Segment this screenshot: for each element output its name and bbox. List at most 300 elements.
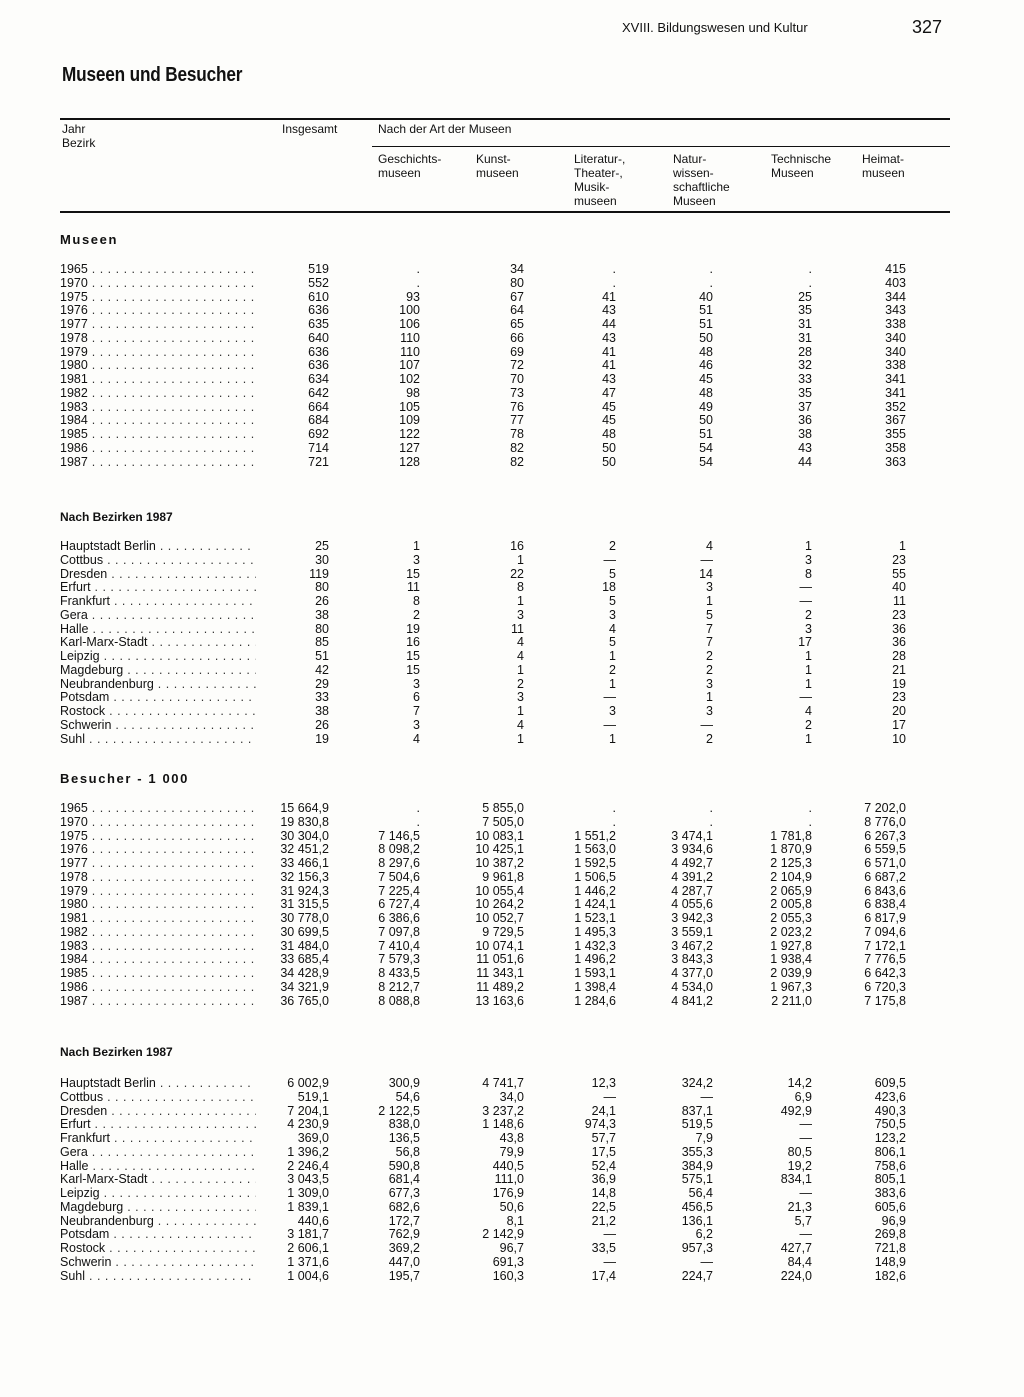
row-label: 1976 . . . — [60, 842, 256, 856]
table-cell: 805,1 — [874, 1172, 906, 1187]
table-cell: 34 — [510, 262, 524, 276]
table-cell: 50,6 — [499, 1199, 524, 1214]
table-row — [0, 732, 1024, 746]
table-cell: — — [799, 1227, 812, 1242]
table-cell: 636 — [308, 303, 329, 318]
table-cell: 610 — [308, 289, 329, 304]
row-label: 1975 . . . — [60, 829, 256, 843]
row-label: Leipzig . . . — [60, 649, 256, 663]
table-row — [0, 980, 1024, 994]
table-cell: 1 — [805, 731, 812, 746]
table-cell: 26 — [315, 717, 329, 732]
table-cell: 575,1 — [681, 1172, 713, 1187]
table-row — [0, 553, 1024, 567]
table-row — [0, 1159, 1024, 1173]
table-cell: 10 052,7 — [475, 911, 524, 925]
table-cell: 7 776,5 — [864, 952, 906, 967]
table-cell: 3 559,1 — [671, 924, 713, 939]
table-cell: 10 264,2 — [475, 897, 524, 912]
table-cell: 636 — [308, 358, 329, 373]
row-label: 1982 . . . — [60, 925, 256, 939]
table-cell: 31 315,5 — [280, 897, 329, 912]
table-cell: 2 211,0 — [771, 993, 812, 1008]
row-label: 1977 . . . — [60, 317, 256, 331]
table-cell: 1 — [805, 676, 812, 691]
table-cell: 1 506,5 — [574, 869, 616, 884]
table-cell: 80 — [315, 580, 329, 595]
running-head: XVIII. Bildungswesen und Kultur — [622, 20, 808, 35]
table-row — [0, 1117, 1024, 1131]
table-row — [0, 884, 1024, 898]
table-row — [0, 262, 1024, 276]
table-cell: 3 — [413, 717, 420, 732]
table-cell: 340 — [885, 344, 906, 359]
table-cell: 31 — [798, 317, 812, 331]
table-cell: 109 — [399, 413, 420, 428]
table-cell: 33 685,4 — [280, 952, 329, 967]
table-cell: 6 — [413, 690, 420, 705]
table-cell: 11 489,2 — [476, 979, 524, 994]
table-row — [0, 911, 1024, 925]
table-cell: 6,2 — [695, 1227, 713, 1242]
table-cell: 7 579,3 — [378, 952, 420, 967]
table-cell: 67 — [510, 289, 524, 304]
table-cell: 2 023,2 — [770, 924, 812, 939]
table-cell: 40 — [699, 289, 713, 304]
row-label: 1979 . . . — [60, 884, 256, 898]
table-row — [0, 649, 1024, 663]
table-cell: 355,3 — [681, 1144, 713, 1159]
table-row — [0, 386, 1024, 400]
row-label: 1987 . . . — [60, 455, 256, 469]
section-heading-museen: Museen — [60, 232, 119, 247]
table-cell: 4 — [805, 704, 812, 718]
table-cell: 82 — [510, 440, 524, 455]
table-cell: 11 — [511, 621, 524, 636]
row-label: Karl-Marx-Stadt . . . — [60, 635, 256, 649]
table-cell: 76 — [510, 399, 524, 414]
table-cell: 1 551,2 — [574, 828, 616, 843]
table-cell: 51 — [699, 427, 713, 441]
table-cell: 758,6 — [874, 1158, 906, 1173]
table-cell: 19 830,8 — [280, 814, 329, 829]
table-cell: 3 934,6 — [671, 842, 713, 857]
table-cell: — — [603, 1089, 616, 1104]
table-cell: 721 — [308, 454, 329, 469]
table-cell: 3 — [517, 690, 524, 705]
section-heading-bezirke-besucher: Nach Bezirken 1987 — [60, 1045, 173, 1059]
table-cell: 10 — [892, 731, 906, 746]
table-cell: 3 942,3 — [671, 911, 713, 925]
table-cell: 8 297,6 — [378, 856, 420, 870]
table-cell: 17,5 — [591, 1144, 616, 1159]
row-label: Erfurt . . . — [60, 580, 256, 594]
table-row — [0, 677, 1024, 691]
header-bezirk: Bezirk — [62, 136, 96, 150]
table-cell: 182,6 — [874, 1268, 906, 1283]
table-cell: 5 855,0 — [482, 801, 524, 815]
table-cell: 7 172,1 — [864, 938, 906, 953]
table-cell: 1 424,1 — [574, 897, 616, 912]
table-row — [0, 815, 1024, 829]
table-cell: 23 — [892, 607, 906, 622]
table-cell: 40 — [892, 580, 906, 595]
row-label: Hauptstadt Berlin . . . — [60, 539, 256, 553]
table-cell: 4 — [517, 717, 524, 732]
table-cell: 33 — [798, 372, 812, 386]
table-cell: 4 — [517, 649, 524, 663]
table-cell: 2 — [413, 607, 420, 622]
table-cell: 7 — [413, 704, 420, 718]
table-cell: 4 — [609, 621, 616, 636]
table-cell: 403 — [885, 275, 906, 290]
table-cell: 363 — [885, 454, 906, 469]
table-cell: 6 571,0 — [864, 856, 906, 870]
table-cell: 15 — [406, 662, 420, 677]
table-cell: — — [799, 690, 812, 705]
table-row — [0, 952, 1024, 966]
table-cell: 1 927,8 — [770, 938, 812, 953]
header-natur: Natur- wissen- schaftliche Museen — [673, 152, 730, 208]
table-cell: 3 — [706, 704, 713, 718]
table-cell: 5 — [609, 594, 616, 608]
table-cell: 46 — [699, 358, 713, 373]
table-cell: 11 — [893, 594, 906, 608]
table-cell: 105 — [399, 399, 420, 414]
table-cell: 7 202,0 — [864, 801, 906, 815]
table-cell: 440,5 — [492, 1158, 524, 1173]
table-cell: 35 — [798, 303, 812, 318]
row-label: Hauptstadt Berlin . . . — [60, 1076, 256, 1090]
table-cell: 642 — [308, 385, 329, 400]
table-cell: . — [416, 262, 420, 276]
row-label: 1982 . . . — [60, 386, 256, 400]
table-cell: 367 — [885, 413, 906, 428]
table-cell: 30 699,5 — [280, 924, 329, 939]
table-cell: 4 377,0 — [671, 966, 713, 980]
table-cell: 447,0 — [388, 1254, 420, 1269]
table-cell: 77 — [510, 413, 524, 428]
row-label: Frankfurt . . . — [60, 594, 256, 608]
table-cell: 2 — [805, 607, 812, 622]
table-cell: 31 924,3 — [280, 883, 329, 898]
row-label: Potsdam . . . — [60, 690, 256, 704]
row-label: Magdeburg . . . — [60, 1200, 256, 1214]
table-cell: 2 125,3 — [770, 856, 812, 870]
table-cell: 609,5 — [874, 1076, 906, 1090]
table-cell: 4 741,7 — [482, 1076, 524, 1090]
table-cell: 3 237,2 — [482, 1103, 524, 1118]
table-cell: 3 — [517, 607, 524, 622]
row-label: Erfurt . . . — [60, 1117, 256, 1131]
table-cell: 106 — [399, 317, 420, 331]
table-row — [0, 1214, 1024, 1228]
table-cell: 2 — [517, 676, 524, 691]
row-label: 1987 . . . — [60, 994, 256, 1008]
table-cell: 634 — [308, 372, 329, 386]
table-cell: 22,5 — [591, 1199, 616, 1214]
table-cell: 427,7 — [780, 1241, 812, 1255]
row-label: 1975 . . . — [60, 290, 256, 304]
row-label: Frankfurt . . . — [60, 1131, 256, 1145]
table-cell: 692 — [308, 427, 329, 441]
table-row — [0, 1131, 1024, 1145]
table-cell: . — [808, 262, 812, 276]
table-row — [0, 441, 1024, 455]
table-cell: 10 387,2 — [475, 856, 524, 870]
table-cell: 107 — [399, 358, 420, 373]
table-cell: 36 765,0 — [280, 993, 329, 1008]
table-cell: 300,9 — [388, 1076, 420, 1090]
table-cell: 6 002,9 — [287, 1076, 329, 1090]
table-cell: 34,0 — [499, 1089, 524, 1104]
table-row — [0, 718, 1024, 732]
table-cell: 2 039,9 — [770, 966, 812, 980]
table-cell: 3 — [706, 676, 713, 691]
table-cell: 519,1 — [297, 1089, 329, 1104]
header-heimat: Heimat- museen — [862, 152, 905, 180]
table-cell: 22 — [510, 566, 524, 581]
table-cell: 5,7 — [794, 1213, 812, 1228]
table-row — [0, 413, 1024, 427]
row-label: Gera . . . — [60, 608, 256, 622]
table-cell: 51 — [315, 649, 329, 663]
table-cell: 43 — [602, 372, 616, 386]
table-cell: 7 505,0 — [482, 814, 524, 829]
table-cell: 806,1 — [874, 1144, 906, 1159]
table-cell: 49 — [699, 399, 713, 414]
table-cell: 3 043,5 — [287, 1172, 329, 1187]
table-row — [0, 400, 1024, 414]
table-cell: 10 074,1 — [475, 938, 524, 953]
table-cell: 677,3 — [388, 1186, 420, 1200]
table-cell: 136,5 — [388, 1131, 420, 1145]
table-cell: 41 — [602, 289, 616, 304]
table-cell: 16 — [406, 635, 420, 650]
table-cell: — — [603, 1254, 616, 1269]
table-row — [0, 276, 1024, 290]
table-cell: 4 841,2 — [671, 993, 713, 1008]
table-cell: 93 — [406, 289, 420, 304]
table-row — [0, 635, 1024, 649]
table-cell: — — [603, 1227, 616, 1242]
table-cell: 7 175,8 — [864, 993, 906, 1008]
table-cell: 1 309,0 — [287, 1186, 329, 1200]
table-cell: 1 — [517, 704, 524, 718]
table-cell: 2 — [706, 649, 713, 663]
page-title: Museen und Besucher — [62, 64, 243, 86]
table-cell: 21 — [892, 662, 906, 677]
table-cell: 3 — [609, 607, 616, 622]
table-cell: 1 148,6 — [482, 1117, 524, 1132]
table-row — [0, 580, 1024, 594]
table-cell: 1 495,3 — [574, 924, 616, 939]
table-cell: 44 — [602, 317, 616, 331]
table-cell: 1 — [609, 676, 616, 691]
table-cell: 590,8 — [388, 1158, 420, 1173]
table-cell: 1 284,6 — [574, 993, 616, 1008]
row-label: 1983 . . . — [60, 400, 256, 414]
row-label: 1983 . . . — [60, 939, 256, 953]
table-cell: 25 — [315, 539, 329, 553]
table-cell: 100 — [399, 303, 420, 318]
row-label: Gera . . . — [60, 1145, 256, 1159]
table-cell: 383,6 — [874, 1186, 906, 1200]
table-cell: 4 230,9 — [287, 1117, 329, 1132]
table-row — [0, 567, 1024, 581]
table-cell: 838,0 — [388, 1117, 420, 1132]
table-cell: 84,4 — [787, 1254, 812, 1269]
table-cell: 8 098,2 — [378, 842, 420, 857]
table-cell: 31 484,0 — [280, 938, 329, 953]
row-label: Rostock . . . — [60, 704, 256, 718]
table-cell: 33,5 — [591, 1241, 616, 1255]
table-cell: 343 — [885, 303, 906, 318]
table-row — [0, 622, 1024, 636]
table-cell: 172,7 — [388, 1213, 420, 1228]
row-label: 1965 . . . — [60, 801, 256, 815]
table-cell: 7 — [706, 635, 713, 650]
row-label: 1978 . . . — [60, 331, 256, 345]
table-cell: 3 181,7 — [287, 1227, 329, 1242]
table-cell: 7 146,5 — [378, 828, 420, 843]
table-cell: 32 156,3 — [280, 869, 329, 884]
table-cell: 3 — [706, 580, 713, 595]
section-heading-besucher: Besucher - 1 000 — [60, 771, 189, 786]
row-label: Schwerin . . . — [60, 718, 256, 732]
table-cell: — — [603, 552, 616, 567]
table-cell: 33 466,1 — [280, 856, 329, 870]
table-cell: 38 — [315, 704, 329, 718]
row-label: 1984 . . . — [60, 952, 256, 966]
table-row — [0, 842, 1024, 856]
table-cell: 17 — [892, 717, 906, 732]
table-cell: 72 — [510, 358, 524, 373]
table-cell: 48 — [602, 427, 616, 441]
table-cell: — — [700, 717, 713, 732]
table-cell: 6 817,9 — [864, 911, 906, 925]
header-jahr: Jahr — [62, 122, 86, 136]
table-cell: 66 — [510, 330, 524, 345]
table-cell: . — [709, 814, 713, 829]
table-cell: 721,8 — [874, 1241, 906, 1255]
table-cell: 4 — [706, 539, 713, 553]
table-cell: 2 122,5 — [378, 1103, 420, 1118]
table-cell: 1 — [706, 690, 713, 705]
table-cell: 44 — [798, 454, 812, 469]
table-cell: 23 — [892, 690, 906, 705]
row-label: 1981 . . . — [60, 911, 256, 925]
table-cell: 6,9 — [794, 1089, 812, 1104]
top-rule — [60, 118, 950, 120]
row-label: Dresden . . . — [60, 567, 256, 581]
table-cell: 1 396,2 — [287, 1144, 329, 1159]
table-cell: 4 055,6 — [671, 897, 713, 912]
table-cell: 80,5 — [787, 1144, 812, 1159]
table-row — [0, 1200, 1024, 1214]
table-cell: 11 051,6 — [476, 952, 524, 967]
row-label: Magdeburg . . . — [60, 663, 256, 677]
table-cell: 4 391,2 — [671, 869, 713, 884]
table-cell: 36,9 — [591, 1172, 616, 1187]
table-cell: 160,3 — [492, 1268, 524, 1283]
table-cell: 122 — [399, 427, 420, 441]
header-group: Nach der Art der Museen — [378, 122, 512, 136]
table-cell: 50 — [602, 454, 616, 469]
table-cell: 16 — [510, 539, 524, 553]
table-cell: 15 664,9 — [280, 801, 329, 815]
table-cell: 50 — [602, 440, 616, 455]
table-row — [0, 829, 1024, 843]
table-row — [0, 594, 1024, 608]
table-cell: 43,8 — [499, 1131, 524, 1145]
table-cell: 269,8 — [874, 1227, 906, 1242]
table-row — [0, 925, 1024, 939]
table-cell: 195,7 — [388, 1268, 420, 1283]
row-label: 1970 . . . — [60, 276, 256, 290]
table-cell: 369,0 — [297, 1131, 329, 1145]
table-cell: — — [799, 1131, 812, 1145]
table-cell: 21,3 — [787, 1199, 812, 1214]
table-row — [0, 1076, 1024, 1090]
table-cell: 8,1 — [506, 1213, 524, 1228]
table-cell: 224,7 — [681, 1268, 713, 1283]
row-label: 1970 . . . — [60, 815, 256, 829]
table-cell: 6 727,4 — [378, 897, 420, 912]
table-row — [0, 1104, 1024, 1118]
table-cell: 19 — [315, 731, 329, 746]
header-insgesamt: Insgesamt — [282, 122, 338, 136]
table-row — [0, 801, 1024, 815]
table-cell: 6 642,3 — [864, 966, 906, 980]
group-rule — [372, 146, 950, 147]
table-cell: 11 — [407, 580, 420, 595]
table-cell: 4 — [413, 731, 420, 746]
table-cell: 10 425,1 — [475, 842, 524, 857]
table-cell: 20 — [892, 704, 906, 718]
table-cell: 96,9 — [881, 1213, 906, 1228]
table-cell: 8 — [805, 566, 812, 581]
row-label: Dresden . . . — [60, 1104, 256, 1118]
table-cell: 635 — [308, 317, 329, 331]
table-cell: 3 843,3 — [671, 952, 713, 967]
table-cell: 492,9 — [780, 1103, 812, 1118]
table-cell: 1 839,1 — [287, 1199, 329, 1214]
table-cell: 369,2 — [388, 1241, 420, 1255]
table-cell: 96,7 — [499, 1241, 524, 1255]
table-cell: 10 055,4 — [475, 883, 524, 898]
table-cell: 15 — [406, 566, 420, 581]
header-bottom-rule — [60, 211, 950, 213]
table-cell: 7 097,8 — [378, 924, 420, 939]
table-row — [0, 663, 1024, 677]
table-cell: — — [603, 690, 616, 705]
table-cell: 640 — [308, 330, 329, 345]
table-cell: 681,4 — [388, 1172, 420, 1187]
table-row — [0, 1172, 1024, 1186]
table-cell: 17 — [798, 635, 812, 650]
table-cell: 14,2 — [787, 1076, 812, 1090]
table-cell: . — [612, 801, 616, 815]
row-label: Neubrandenburg . . . — [60, 1214, 256, 1228]
table-cell: 35 — [798, 385, 812, 400]
table-cell: 28 — [892, 649, 906, 663]
table-cell: 1 938,4 — [770, 952, 812, 967]
table-cell: — — [799, 580, 812, 595]
table-cell: 7 410,4 — [378, 938, 420, 953]
table-cell: 355 — [885, 427, 906, 441]
table-cell: 15 — [406, 649, 420, 663]
